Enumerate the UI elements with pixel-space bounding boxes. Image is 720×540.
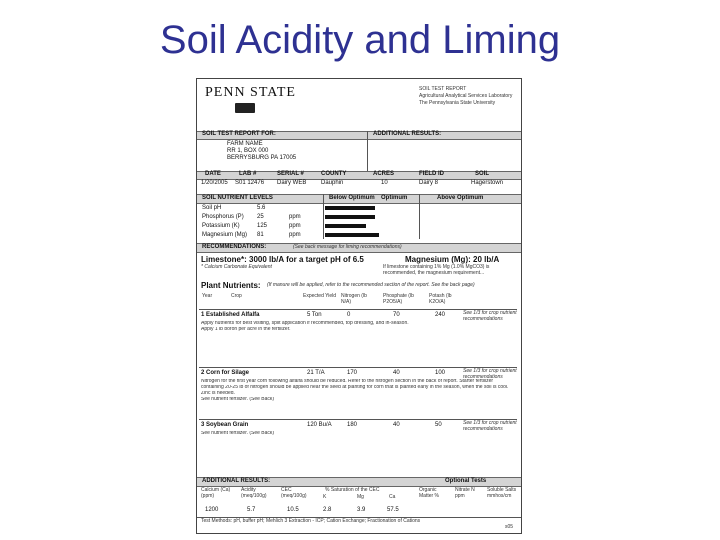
add-header-nitrate: Nitrate N ppm — [455, 487, 475, 499]
address-line-1: FARM NAME — [227, 141, 263, 147]
nutrient-unit: ppm — [289, 223, 301, 229]
nutrient-unit: ppm — [289, 214, 301, 220]
divider — [419, 194, 420, 239]
add-header-organic: Organic Matter % — [419, 487, 440, 499]
report-for-label: SOIL TEST REPORT FOR: — [202, 131, 276, 137]
crop-side-note: See 1/3 for crop nutrient recommendations — [463, 368, 517, 380]
info-header-lab: LAB # — [239, 171, 257, 177]
crop-header-potash: Potash (lb K2O/A) — [429, 293, 452, 305]
crop-potash: 240 — [435, 312, 446, 318]
penn-state-logo: PENN STATE — [205, 85, 296, 100]
crop-note: Nitrogen for the first year corn following alfalfa should be reduced. Refer to the nitrogen section in the back of report. Starter fertilizer — [201, 379, 494, 384]
test-methods-footer: Test Methods: pH, buffer pH; Mehlich 3 Extraction - ICP; Cation Exchange; Fractionation of Cations — [201, 518, 421, 524]
sat-header-mg: Mg — [357, 494, 364, 500]
crop-note: Apply 1 lb boron per acre in the fertilizer. — [201, 327, 291, 332]
info-value-field: Dairy 8 — [419, 180, 439, 186]
nutrient-name: Potassium (K) — [202, 223, 240, 229]
nutrient-level-bar — [325, 206, 375, 210]
sat-header-k: K — [323, 494, 327, 500]
add-header-acidity: Acidity (meq/100g) — [241, 487, 267, 499]
nutrient-header: SOIL NUTRIENT LEVELS — [202, 195, 273, 201]
university-seal-icon — [235, 103, 255, 113]
crop-phosphate: 40 — [393, 422, 400, 428]
crop-nitrogen: 180 — [347, 422, 358, 428]
crop-side-note: See 1/3 for crop nutrient recommendations — [463, 420, 517, 432]
add-value-mg: 3.9 — [357, 507, 366, 513]
crop-header-yield: Expected Yield — [303, 293, 337, 299]
recommendations-label: RECOMMENDATIONS: — [202, 244, 267, 250]
lab-line-2: Agricultural Analytical Services Laboratory — [419, 93, 513, 99]
crop-phosphate: 70 — [393, 312, 400, 318]
address-line-3: BERRYSBURG PA 17005 — [227, 155, 297, 161]
crop-potash: 100 — [435, 370, 446, 376]
limestone-note: * Calcium Carbonate Equivalent — [201, 264, 272, 270]
info-value-acres: 10 — [381, 180, 388, 186]
nutrient-value: 5.6 — [257, 205, 266, 211]
crop-name: 1 Established Alfalfa — [201, 312, 260, 318]
address-line-2: RR 1, BOX 000 — [227, 148, 269, 154]
divider — [367, 131, 368, 171]
info-header-acres: ACRES — [373, 171, 395, 177]
crop-header-phosphate: Phosphate (lb P2O5/A) — [383, 293, 414, 305]
crop-header-crop: Crop — [231, 293, 242, 299]
crop-nitrogen: 170 — [347, 370, 358, 376]
add-header-salts: Soluble Salts mmhos/cm — [487, 487, 517, 499]
nutrient-level-bar — [325, 224, 366, 228]
add-header-calcium: Calcium (Ca) (ppm) — [201, 487, 231, 499]
nutrient-value: 81 — [257, 232, 264, 238]
info-header-field: FIELD ID — [419, 171, 444, 177]
crop-note: Apply nutrients for best visiting, split application if recommended, top dressing, and in-season. — [201, 321, 409, 326]
additional-results-label: ADDITIONAL RESULTS: — [202, 478, 271, 484]
crop-note: See nutrient fertilizer. (See Back) — [201, 431, 275, 436]
recommendations-note: (See back message for liming recommendations) — [293, 244, 402, 250]
crop-note: Zinc is needed. — [201, 391, 235, 396]
crop-potash: 50 — [435, 422, 442, 428]
crop-name: 3 Soybean Grain — [201, 422, 249, 428]
level-above: Above Optimum — [437, 195, 484, 201]
crop-nitrogen: 0 — [347, 312, 351, 318]
crop-phosphate: 40 — [393, 370, 400, 376]
crop-note: containing 20-25 lb of nitrogen should be applied near the seed at planting for corn that is planted early in the season, when the soil is cool. — [201, 385, 509, 390]
info-header-county: COUNTY — [321, 171, 347, 177]
plant-nutrients-note: (If manure will be applied, refer to the recommended section of the report. See the back page) — [267, 282, 475, 288]
add-value-k: 2.8 — [323, 507, 332, 513]
divider — [323, 194, 324, 239]
info-value-county: Dauphin — [321, 180, 344, 186]
crop-note: See nutrient fertilizer. (See Back) — [201, 397, 275, 402]
magnesium-recommendation: Magnesium (Mg): 20 lb/A — [405, 255, 500, 264]
nutrient-name: Phosphorus (P) — [202, 214, 244, 220]
sat-header-ca: Ca — [389, 494, 396, 500]
additional-copy-label: ADDITIONAL RESULTS: — [373, 131, 442, 137]
limestone-recommendation: Limestone*: 3000 lb/A for a target pH of 6.5 — [201, 255, 364, 264]
info-header-date: DATE — [205, 171, 221, 177]
crop-yield: 21 T/A — [307, 370, 325, 376]
optional-tests-label: Optional Tests — [445, 478, 487, 484]
nutrient-value: 125 — [257, 223, 268, 229]
info-header-serial: SERIAL # — [277, 171, 304, 177]
nutrient-name: Magnesium (Mg) — [202, 232, 248, 238]
info-header-soil: SOIL — [475, 171, 490, 177]
lab-line-1: SOIL TEST REPORT — [419, 86, 467, 92]
plant-nutrients-label: Plant Nutrients: — [201, 281, 261, 290]
info-value-soil: Hagerstown — [471, 180, 504, 186]
nutrient-name: Soil pH — [202, 205, 222, 211]
crop-yield: 5 Ton — [307, 312, 322, 318]
crop-name: 2 Corn for Silage — [201, 370, 250, 376]
add-header-cec: CEC (meq/100g) — [281, 487, 307, 499]
nutrient-value: 25 — [257, 214, 264, 220]
add-value-ca: 57.5 — [387, 507, 399, 513]
info-value-lab: S01 12476 — [235, 180, 265, 186]
info-value-serial: Dairy WEB — [277, 180, 307, 186]
crop-header-year: Year — [202, 293, 213, 299]
info-value-date: 1/20/2005 — [201, 180, 228, 186]
add-value-calcium: 1200 — [205, 507, 219, 513]
nutrient-level-bar — [325, 215, 375, 219]
level-optimum: Optimum — [381, 195, 408, 201]
add-value-cec: 10.5 — [287, 507, 299, 513]
level-below: Below Optimum — [329, 195, 375, 201]
soil-test-report — [196, 78, 522, 534]
crop-header-nitrogen: Nitrogen (lb N/A) — [341, 293, 367, 305]
crop-yield: 120 Bu/A — [307, 422, 332, 428]
crop-side-note: See 1/3 for crop nutrient recommendations — [463, 310, 517, 322]
lab-line-3: The Pennsylvania State University — [419, 100, 496, 106]
add-value-acidity: 5.7 — [247, 507, 256, 513]
add-header-saturation: % Saturation of the CEC — [325, 487, 380, 493]
magnesium-note: If limestone containing 1% Mg (1.0% MgCO3) is recommended, the magnesium requirement... — [383, 264, 490, 276]
slide-title: Soil Acidity and Liming — [159, 18, 561, 62]
page-number: s05 — [505, 524, 514, 530]
nutrient-level-bar — [325, 233, 379, 237]
nutrient-unit: ppm — [289, 232, 301, 238]
